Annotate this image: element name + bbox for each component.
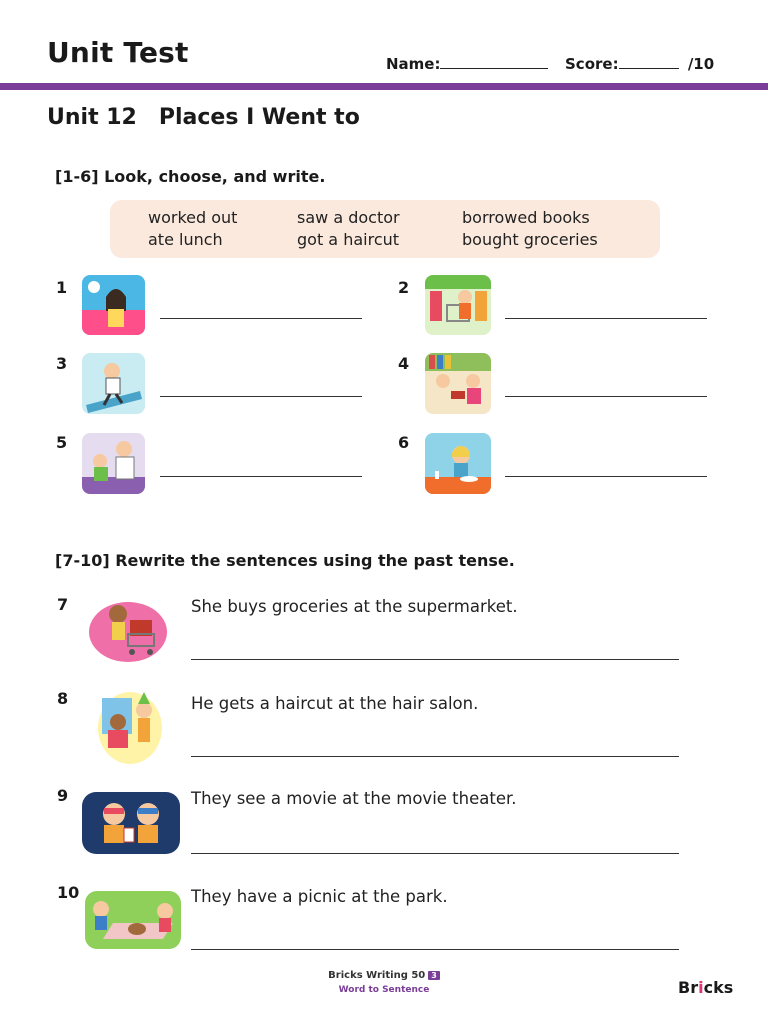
score-field [565,54,714,73]
question-number: 6 [398,433,410,452]
sentence-prompt: She buys groceries at the supermarket. [191,597,518,616]
question-number: 4 [398,354,410,373]
answer-line[interactable] [191,853,679,854]
score-label: Score: [565,55,619,73]
sentence-prompt: They have a picnic at the park. [191,887,448,906]
question-number: 7 [57,595,69,614]
answer-line[interactable] [191,949,679,950]
kids-picnic-park-picture [83,889,183,951]
footer-series-title: Bricks Writing 50 [328,970,426,981]
brand-dot: i [698,978,704,997]
section1-instruction: [1-6] Look, choose, and write. [55,167,326,186]
word-bank-item: ate lunch [148,230,223,249]
word-bank [110,200,660,258]
word-bank-item: worked out [148,208,238,227]
brand-logo [678,978,733,997]
kids-3d-movie-picture [80,790,182,856]
boy-grocery-cart-picture [88,594,168,664]
word-bank-item: borrowed books [462,208,590,227]
girl-eating-lunch-picture [425,433,491,494]
boy-haircut-salon-picture [96,686,164,766]
footer-subtitle: Word to Sentence [338,985,430,995]
footer-level-badge: 3 [428,971,440,980]
girl-shopping-cart-picture [425,275,491,335]
header-divider [0,83,768,90]
word-bank-item: saw a doctor [297,208,400,227]
footer-series [0,970,768,981]
answer-line[interactable] [505,476,707,477]
name-label: Name: [386,55,441,73]
unit-title: Unit 12 Places I Went to [47,105,360,130]
brand-prefix: Br [678,978,699,997]
word-bank-item: got a haircut [297,230,400,249]
word-bank-item: bought groceries [462,230,598,249]
boy-doctor-visit-picture [82,433,145,494]
answer-line[interactable] [191,756,679,757]
page-title: Unit Test [47,36,189,69]
girl-library-books-picture [425,353,491,414]
question-number: 2 [398,278,410,297]
question-number: 1 [56,278,68,297]
question-number: 9 [57,786,69,805]
brand-suffix: cks [703,978,734,997]
girl-hair-salon-picture [82,275,145,335]
name-field [386,54,548,73]
answer-line[interactable] [191,659,679,660]
answer-line[interactable] [160,476,362,477]
answer-line[interactable] [505,318,707,319]
section2-instruction: [7-10] Rewrite the sentences using the past tense. [55,551,515,570]
score-total: /10 [687,55,715,73]
sentence-prompt: They see a movie at the movie theater. [191,789,517,808]
man-treadmill-picture [82,353,145,414]
name-blank[interactable] [440,54,548,69]
answer-line[interactable] [160,318,362,319]
question-number: 5 [56,433,68,452]
question-number: 10 [57,883,80,902]
question-number: 3 [56,354,68,373]
score-blank[interactable] [619,54,679,69]
answer-line[interactable] [505,396,707,397]
sentence-prompt: He gets a haircut at the hair salon. [191,694,479,713]
question-number: 8 [57,689,69,708]
answer-line[interactable] [160,396,362,397]
